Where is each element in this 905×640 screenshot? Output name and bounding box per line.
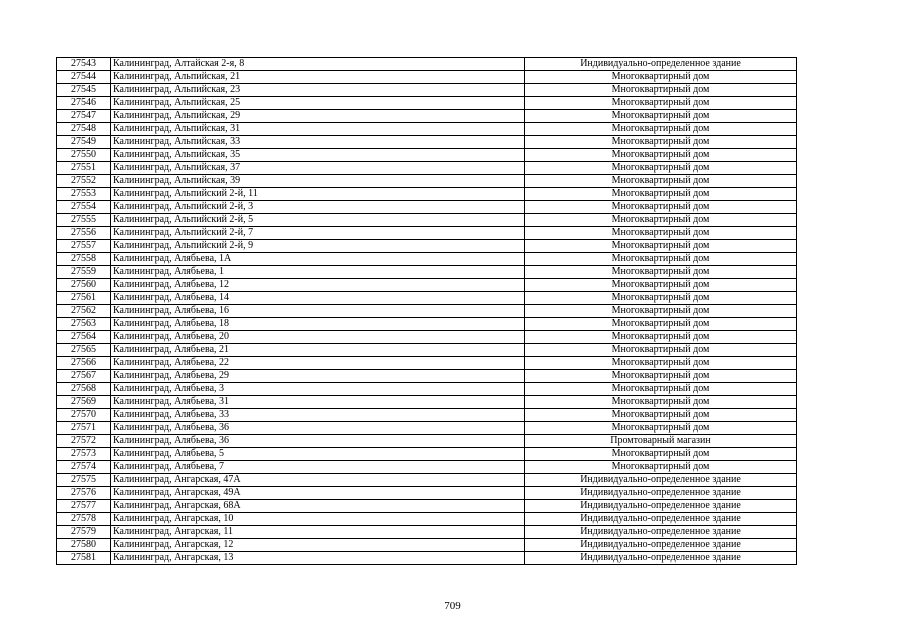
record-number-cell: 27565 <box>57 344 111 357</box>
address-cell: Калининград, Альпийская, 29 <box>111 110 525 123</box>
address-cell: Калининград, Алябьева, 36 <box>111 422 525 435</box>
address-cell: Калининград, Ангарская, 68А <box>111 500 525 513</box>
address-cell: Калининград, Ангарская, 13 <box>111 552 525 565</box>
record-number-cell: 27576 <box>57 487 111 500</box>
record-number-cell: 27573 <box>57 448 111 461</box>
record-number-cell: 27547 <box>57 110 111 123</box>
table-row <box>57 396 797 409</box>
record-number-cell: 27554 <box>57 201 111 214</box>
table-row <box>57 357 797 370</box>
table-row <box>57 500 797 513</box>
table-row <box>57 344 797 357</box>
record-number-cell: 27562 <box>57 305 111 318</box>
record-number-cell: 27563 <box>57 318 111 331</box>
address-cell: Калининград, Алябьева, 21 <box>111 344 525 357</box>
record-number-cell: 27567 <box>57 370 111 383</box>
building-type-cell: Многоквартирный дом <box>525 409 797 422</box>
building-type-cell: Многоквартирный дом <box>525 448 797 461</box>
address-cell: Калининград, Альпийская, 21 <box>111 71 525 84</box>
record-number-cell: 27571 <box>57 422 111 435</box>
address-cell: Калининград, Алябьева, 29 <box>111 370 525 383</box>
address-cell: Калининград, Алябьева, 3 <box>111 383 525 396</box>
table-row <box>57 162 797 175</box>
address-cell: Калининград, Алябьева, 20 <box>111 331 525 344</box>
table-row <box>57 552 797 565</box>
record-number-cell: 27544 <box>57 71 111 84</box>
record-number-cell: 27564 <box>57 331 111 344</box>
address-cell: Калининград, Алябьева, 16 <box>111 305 525 318</box>
address-cell: Калининград, Алтайская 2-я, 8 <box>111 58 525 71</box>
table-row <box>57 84 797 97</box>
address-cell: Калининград, Алябьева, 1А <box>111 253 525 266</box>
table-row <box>57 136 797 149</box>
page-number: 709 <box>444 600 461 612</box>
building-type-cell: Многоквартирный дом <box>525 279 797 292</box>
address-cell: Калининград, Алябьева, 5 <box>111 448 525 461</box>
record-number-cell: 27549 <box>57 136 111 149</box>
building-type-cell: Индивидуально-определенное здание <box>525 58 797 71</box>
address-cell: Калининград, Альпийский 2-й, 11 <box>111 188 525 201</box>
address-cell: Калининград, Альпийская, 25 <box>111 97 525 110</box>
table-row <box>57 370 797 383</box>
address-cell: Калининград, Альпийский 2-й, 7 <box>111 227 525 240</box>
table-row <box>57 58 797 71</box>
address-cell: Калининград, Ангарская, 10 <box>111 513 525 526</box>
table-row <box>57 123 797 136</box>
table-row <box>57 214 797 227</box>
table-row <box>57 487 797 500</box>
table-row <box>57 227 797 240</box>
record-number-cell: 27555 <box>57 214 111 227</box>
table-row <box>57 149 797 162</box>
table-row <box>57 240 797 253</box>
address-cell: Калининград, Алябьева, 18 <box>111 318 525 331</box>
table-row <box>57 71 797 84</box>
building-type-cell: Многоквартирный дом <box>525 318 797 331</box>
building-type-cell: Промтоварный магазин <box>525 435 797 448</box>
building-type-cell: Индивидуально-определенное здание <box>525 552 797 565</box>
building-type-cell: Многоквартирный дом <box>525 149 797 162</box>
table-row <box>57 331 797 344</box>
building-type-cell: Многоквартирный дом <box>525 240 797 253</box>
record-number-cell: 27546 <box>57 97 111 110</box>
table-row <box>57 201 797 214</box>
building-type-cell: Индивидуально-определенное здание <box>525 487 797 500</box>
record-number-cell: 27566 <box>57 357 111 370</box>
building-type-cell: Многоквартирный дом <box>525 110 797 123</box>
building-type-cell: Многоквартирный дом <box>525 188 797 201</box>
address-cell: Калининград, Альпийская, 33 <box>111 136 525 149</box>
building-type-cell: Многоквартирный дом <box>525 292 797 305</box>
building-type-cell: Многоквартирный дом <box>525 97 797 110</box>
table-row <box>57 539 797 552</box>
building-type-cell: Многоквартирный дом <box>525 461 797 474</box>
building-type-cell: Многоквартирный дом <box>525 84 797 97</box>
address-cell: Калининград, Ангарская, 12 <box>111 539 525 552</box>
table-row <box>57 292 797 305</box>
address-cell: Калининград, Ангарская, 47А <box>111 474 525 487</box>
record-number-cell: 27550 <box>57 149 111 162</box>
record-number-cell: 27578 <box>57 513 111 526</box>
building-type-cell: Многоквартирный дом <box>525 201 797 214</box>
table-row <box>57 110 797 123</box>
address-cell: Калининград, Алябьева, 1 <box>111 266 525 279</box>
table-row <box>57 279 797 292</box>
building-type-cell: Многоквартирный дом <box>525 71 797 84</box>
record-number-cell: 27575 <box>57 474 111 487</box>
record-number-cell: 27581 <box>57 552 111 565</box>
building-type-cell: Многоквартирный дом <box>525 162 797 175</box>
table-row <box>57 188 797 201</box>
address-cell: Калининград, Алябьева, 7 <box>111 461 525 474</box>
record-number-cell: 27545 <box>57 84 111 97</box>
record-number-cell: 27560 <box>57 279 111 292</box>
record-number-cell: 27580 <box>57 539 111 552</box>
record-number-cell: 27556 <box>57 227 111 240</box>
address-cell: Калининград, Ангарская, 11 <box>111 526 525 539</box>
address-cell: Калининград, Альпийский 2-й, 9 <box>111 240 525 253</box>
address-cell: Калининград, Альпийская, 23 <box>111 84 525 97</box>
record-number-cell: 27574 <box>57 461 111 474</box>
record-number-cell: 27570 <box>57 409 111 422</box>
address-cell: Калининград, Альпийская, 37 <box>111 162 525 175</box>
record-number-cell: 27558 <box>57 253 111 266</box>
building-type-cell: Многоквартирный дом <box>525 344 797 357</box>
building-type-cell: Многоквартирный дом <box>525 383 797 396</box>
record-number-cell: 27553 <box>57 188 111 201</box>
building-type-cell: Многоквартирный дом <box>525 331 797 344</box>
building-type-cell: Многоквартирный дом <box>525 357 797 370</box>
table-row <box>57 474 797 487</box>
building-type-cell: Многоквартирный дом <box>525 214 797 227</box>
table-row <box>57 97 797 110</box>
table-row <box>57 175 797 188</box>
record-number-cell: 27552 <box>57 175 111 188</box>
address-cell: Калининград, Алябьева, 12 <box>111 279 525 292</box>
registry-table-body <box>57 58 797 565</box>
building-type-cell: Индивидуально-определенное здание <box>525 526 797 539</box>
building-type-cell: Многоквартирный дом <box>525 253 797 266</box>
building-type-cell: Многоквартирный дом <box>525 123 797 136</box>
address-cell: Калининград, Альпийская, 35 <box>111 149 525 162</box>
address-cell: Калининград, Алябьева, 31 <box>111 396 525 409</box>
building-type-cell: Индивидуально-определенное здание <box>525 500 797 513</box>
record-number-cell: 27551 <box>57 162 111 175</box>
table-row <box>57 318 797 331</box>
address-cell: Калининград, Алябьева, 14 <box>111 292 525 305</box>
registry-table <box>56 57 797 565</box>
table-row <box>57 253 797 266</box>
table-row <box>57 305 797 318</box>
building-type-cell: Индивидуально-определенное здание <box>525 539 797 552</box>
building-type-cell: Многоквартирный дом <box>525 266 797 279</box>
table-row <box>57 513 797 526</box>
building-type-cell: Многоквартирный дом <box>525 422 797 435</box>
address-cell: Калининград, Алябьева, 33 <box>111 409 525 422</box>
table-row <box>57 461 797 474</box>
address-cell: Калининград, Альпийская, 39 <box>111 175 525 188</box>
record-number-cell: 27559 <box>57 266 111 279</box>
record-number-cell: 27548 <box>57 123 111 136</box>
record-number-cell: 27569 <box>57 396 111 409</box>
record-number-cell: 27572 <box>57 435 111 448</box>
building-type-cell: Многоквартирный дом <box>525 396 797 409</box>
table-row <box>57 435 797 448</box>
table-row <box>57 409 797 422</box>
address-cell: Калининград, Альпийский 2-й, 3 <box>111 201 525 214</box>
address-cell: Калининград, Альпийский 2-й, 5 <box>111 214 525 227</box>
record-number-cell: 27557 <box>57 240 111 253</box>
table-row <box>57 448 797 461</box>
building-type-cell: Многоквартирный дом <box>525 370 797 383</box>
address-cell: Калининград, Алябьева, 36 <box>111 435 525 448</box>
table-row <box>57 422 797 435</box>
address-cell: Калининград, Алябьева, 22 <box>111 357 525 370</box>
building-type-cell: Многоквартирный дом <box>525 227 797 240</box>
record-number-cell: 27568 <box>57 383 111 396</box>
record-number-cell: 27543 <box>57 58 111 71</box>
address-cell: Калининград, Альпийская, 31 <box>111 123 525 136</box>
building-type-cell: Многоквартирный дом <box>525 175 797 188</box>
table-row <box>57 526 797 539</box>
building-type-cell: Индивидуально-определенное здание <box>525 513 797 526</box>
record-number-cell: 27579 <box>57 526 111 539</box>
building-type-cell: Многоквартирный дом <box>525 136 797 149</box>
record-number-cell: 27561 <box>57 292 111 305</box>
table-row <box>57 266 797 279</box>
building-type-cell: Многоквартирный дом <box>525 305 797 318</box>
building-type-cell: Индивидуально-определенное здание <box>525 474 797 487</box>
record-number-cell: 27577 <box>57 500 111 513</box>
address-cell: Калининград, Ангарская, 49А <box>111 487 525 500</box>
table-row <box>57 383 797 396</box>
